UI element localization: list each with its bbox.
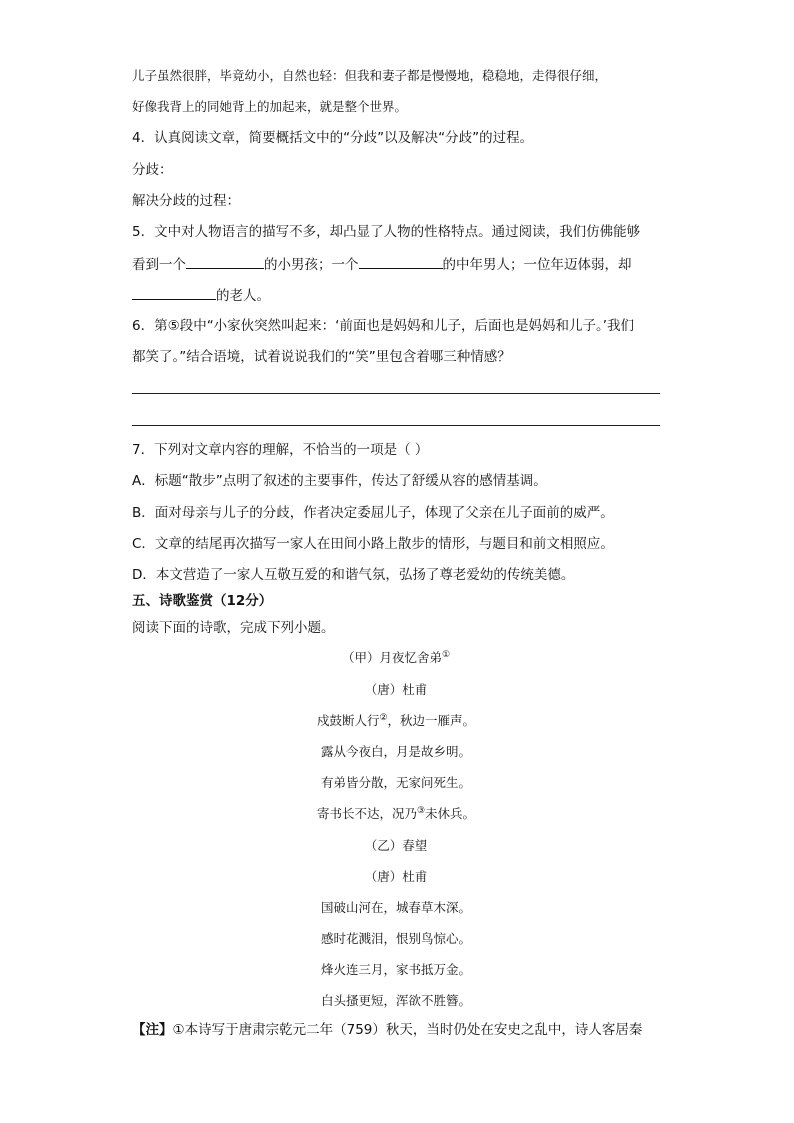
answer-line-1[interactable] <box>132 393 660 394</box>
question-5-line-3 <box>132 285 270 305</box>
poem-1-line-4-b: 未休兵。 <box>425 806 476 821</box>
poem-1-line-2: 露从今夜白，月是故乡明。 <box>320 744 471 759</box>
question-7-option-a: A．标题“散步”点明了叙述的主要事件，传达了舒缓从容的感情基调。 <box>132 473 547 489</box>
poem-1-line-1-b: ，秋边一雁声。 <box>387 713 476 728</box>
question-6-line-1: 6．第⑤段中“小家伙突然叫起来：‘前面也是妈妈和儿子，后面也是妈妈和儿子。’我们 <box>132 318 635 334</box>
footnote-marker-1: ① <box>441 649 451 660</box>
poem-2-line-3: 烽火连三月，家书抵万金。 <box>320 962 471 977</box>
question-6-line-2: 都笑了。”结合语境，试着说说我们的“笑”里包含着哪三种情感？ <box>132 349 511 365</box>
question-5-line-1: 5．文中对人物语言的描写不多，却凸显了人物的性格特点。通过阅读，我们仿佛能够 <box>132 224 641 240</box>
poem-1-line-3: 有弟皆分散，无家问死生。 <box>320 775 471 790</box>
poem-2-line-4: 白头搔更短，浑欲不胜簪。 <box>320 993 471 1008</box>
section-5-instruction: 阅读下面的诗歌，完成下列小题。 <box>132 620 335 636</box>
question-4: 4．认真阅读文章，简要概括文中的“分歧”以及解决“分歧”的过程。 <box>132 130 534 146</box>
poem-1-line-1 <box>132 712 660 730</box>
footnote-marker-2: ② <box>379 712 388 723</box>
question-7-option-d: D．本文营造了一家人互敬互爱的和谐气氛，弘扬了尊老爱幼的传统美德。 <box>132 567 575 583</box>
poem-2-title: （乙）春望 <box>364 838 428 853</box>
passage-line-2: 好像我背上的同她背上的加起来，就是整个世界。 <box>132 99 408 114</box>
poem-1-author: （唐）杜甫 <box>364 682 428 697</box>
question-7-stem: 7．下列对文章内容的理解，不恰当的一项是（ ） <box>132 442 429 458</box>
question-5-text-d: 的老人。 <box>216 288 270 304</box>
poem-1-line-1-a: 戍鼓断人行 <box>316 713 380 728</box>
question-7-option-b: B．面对母亲与儿子的分歧，作者决定委屈儿子，体现了父亲在儿子面前的威严。 <box>132 505 614 521</box>
footnote-marker-3: ③ <box>416 805 426 816</box>
question-5-text-a: 看到一个 <box>132 257 186 273</box>
poem-1-title <box>132 649 660 667</box>
footnote-label: 【注】 <box>132 1022 173 1038</box>
footnote-text: ①本诗写于唐肃宗乾元二年（759）秋天，当时仍处在安史之乱中，诗人客居秦 <box>172 1022 643 1038</box>
question-5-text-b: 的小男孩；一个 <box>264 257 359 273</box>
answer-blank-1[interactable] <box>186 254 264 269</box>
answer-blank-3[interactable] <box>132 285 216 300</box>
question-4-fenqi-label: 分歧： <box>132 162 173 178</box>
passage-line-1: 儿子虽然很胖，毕竟幼小，自然也轻：但我和妻子都是慢慢地，稳稳地，走得很仔细， <box>132 68 608 83</box>
poem-2-line-2: 感时花溅泪，恨别鸟惊心。 <box>320 931 471 946</box>
question-5-text-c: 的中年男人；一位年迈体弱，却 <box>442 257 632 273</box>
poem-1-line-4 <box>132 805 660 823</box>
section-5-heading: 五、诗歌鉴赏（12分） <box>132 593 273 609</box>
poem-2-author: （唐）杜甫 <box>364 869 428 884</box>
poem-1-title-text: （甲）月夜忆舍弟 <box>341 650 442 665</box>
poem-1-line-4-a: 寄书长不达，况乃 <box>316 806 417 821</box>
answer-blank-2[interactable] <box>359 254 443 269</box>
footnote <box>132 1021 642 1039</box>
question-7-option-c: C．文章的结尾再次描写一家人在田间小路上散步的情形，与题目和前文相照应。 <box>132 536 614 552</box>
question-4-process-label: 解决分歧的过程： <box>132 193 240 209</box>
question-5-line-2 <box>132 254 632 274</box>
answer-line-2[interactable] <box>132 425 660 426</box>
poem-2-line-1: 国破山河在，城春草木深。 <box>320 900 471 915</box>
